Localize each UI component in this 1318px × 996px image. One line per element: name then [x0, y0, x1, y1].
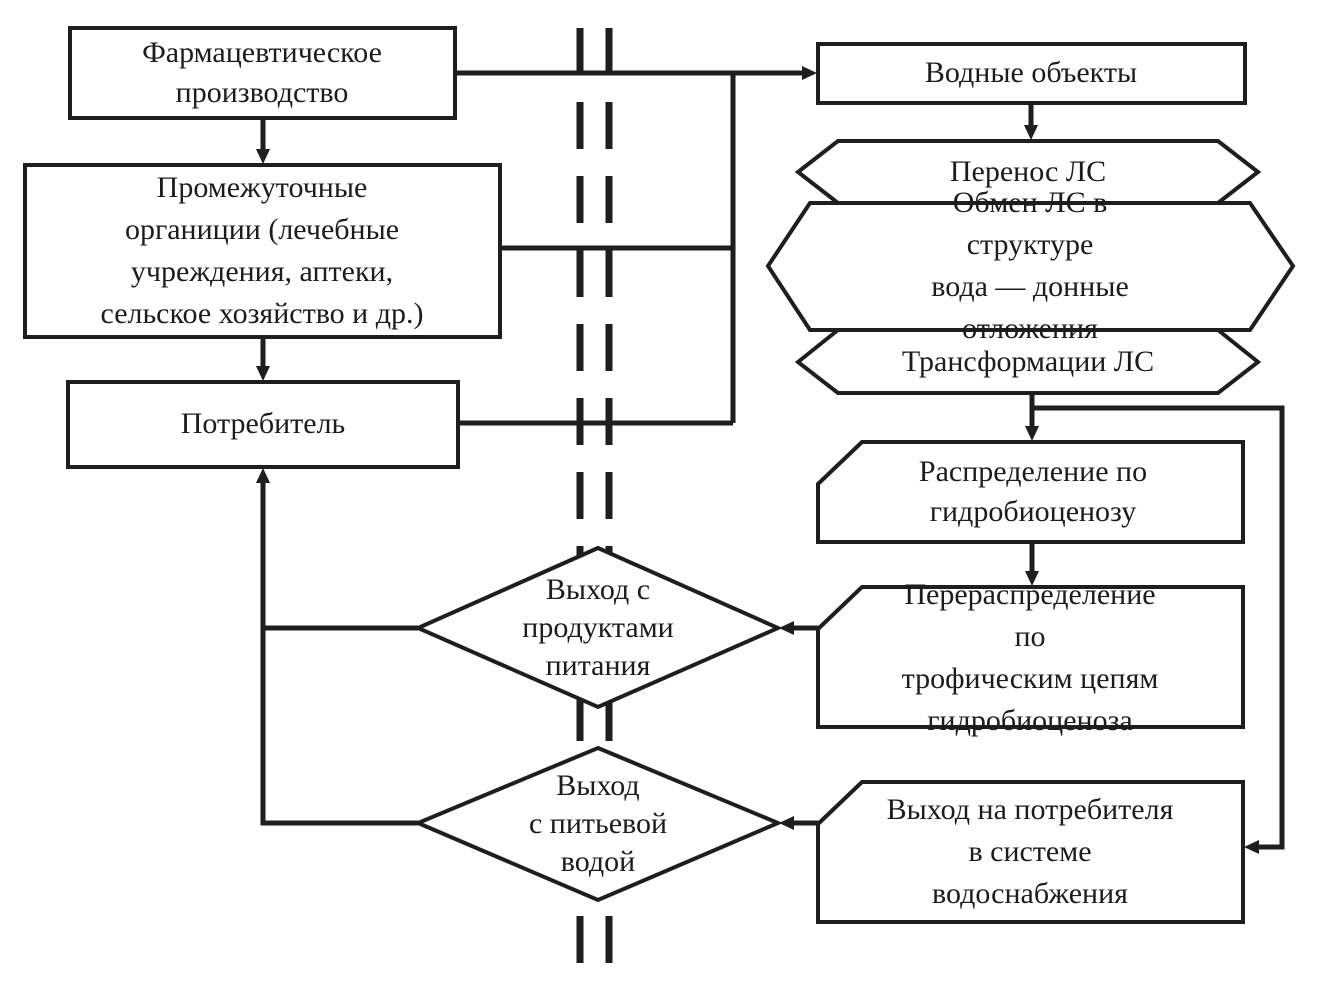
arrowhead-down-icon: [1025, 426, 1039, 441]
node-water-supply-output-label: Выход на потребителя в системе водоснабжения: [886, 793, 1174, 910]
node-food-output-label: Выход с продуктами питания: [522, 573, 674, 682]
arrowhead-up-icon: [256, 468, 270, 483]
node-intermediate-orgs-shape: [25, 165, 500, 337]
node-drinking-water-output-shape: [418, 748, 778, 900]
node-pharma-production-shape: [70, 28, 455, 118]
node-water-objects-shape: [818, 44, 1245, 103]
node-consumer-shape: [68, 382, 458, 467]
node-shapes: [25, 28, 1293, 922]
node-consumer-label: Потребитель: [180, 407, 346, 440]
node-food-output-shape: [418, 548, 778, 707]
node-water-supply-output-shape: [818, 782, 1243, 922]
arrowhead-left-icon: [1244, 840, 1259, 854]
node-transformation-ls-shape: [798, 330, 1258, 393]
arrowhead-right-icon: [802, 66, 817, 80]
arrowhead-down-icon: [256, 366, 270, 381]
node-redistribution-shape: [818, 587, 1243, 727]
node-drinking-water-output-label: Выход с питьевой водой: [528, 769, 668, 878]
node-distribution-label: Распределение по гидробиоценозу: [918, 455, 1148, 528]
edge-drinking-output-to-consumer-return: [263, 481, 418, 823]
node-transformation-ls-label: Трансформации ЛС: [901, 345, 1155, 378]
node-pharma-production-label: Фармацевтическое производство: [142, 36, 382, 109]
node-exchange-ls-shape: [768, 203, 1293, 330]
node-redistribution-label: Перераспределение по трофическим цепям гидробиоценоза: [901, 578, 1159, 737]
arrowhead-down-icon: [1024, 125, 1038, 140]
node-water-objects-label: Водные объекты: [924, 56, 1138, 89]
node-intermediate-orgs-label: Промежуточные органиции (лечебные учреждения, аптеки, сельское хозяйство и др.): [100, 171, 424, 330]
node-transfer-ls-label: Перенос ЛС: [949, 155, 1107, 188]
node-exchange-ls-label: Обмен ЛС в структуре вода — донные отложения: [931, 186, 1129, 345]
node-distribution-shape: [818, 442, 1243, 542]
arrowhead-down-icon: [1025, 571, 1039, 586]
node-transfer-ls-shape: [798, 141, 1258, 203]
arrowhead-down-icon: [256, 149, 270, 164]
